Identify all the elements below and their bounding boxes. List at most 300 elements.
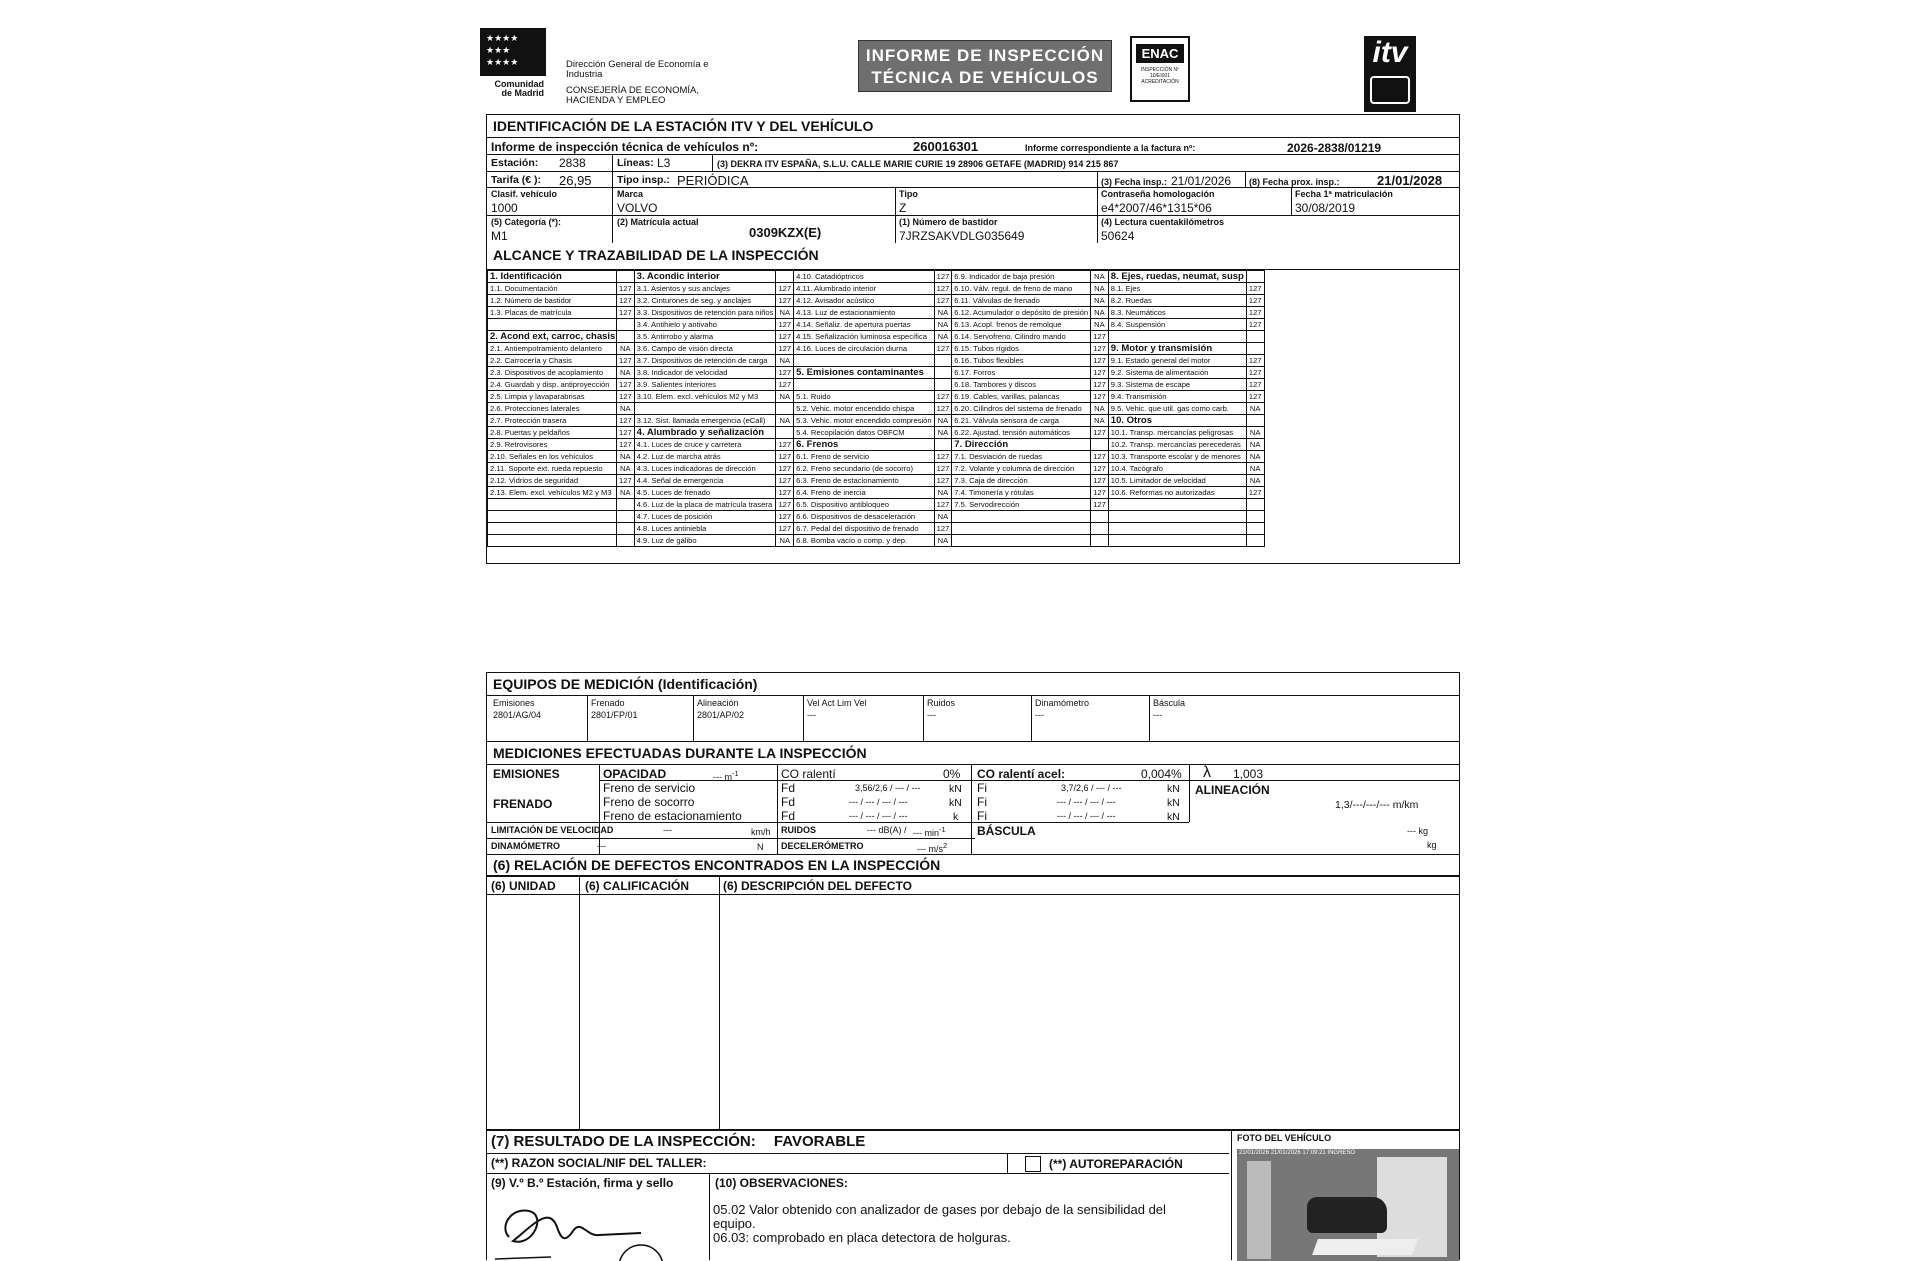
bascula-label: BÁSCULA: [977, 824, 1036, 838]
scope-item-label: 6.11. Válvulas de frenado: [952, 295, 1091, 307]
scope-item-label: 2.5. Limpia y lavaparabrisas: [488, 391, 617, 403]
factura-number: 2026-2838/01219: [1287, 141, 1382, 155]
scope-item-label: 2.13. Elem. excl. vehículos M2 y M3: [488, 487, 617, 499]
co-ralenti-acel-value: 0,004%: [1141, 767, 1182, 781]
photo-door: [1247, 1161, 1271, 1259]
scope-item-label: 6.8. Bomba vacío o comp. y dep.: [794, 535, 935, 547]
scope-item-result: [1091, 511, 1109, 523]
fd-servicio-value: 3,56/2,6 / --- / ---: [855, 783, 921, 793]
equipo-divider: [587, 695, 588, 741]
equipo-value: 2801/FP/01: [591, 710, 638, 720]
scope-row: [488, 415, 1265, 427]
scope-item-label: [1108, 535, 1246, 547]
scope-item-label: 5. Emisiones contaminantes: [794, 367, 935, 379]
scope-item-result: 127: [776, 523, 794, 535]
homolog-label: Contraseña homologación: [1101, 189, 1215, 199]
scope-item-label: 10. Otros: [1108, 415, 1246, 427]
autoreparacion-checkbox[interactable]: [1025, 1156, 1041, 1172]
fd-socorro-value: --- / --- / --- / ---: [849, 797, 908, 807]
scope-item-label: 3.4. Antihielo y antivaho: [634, 319, 776, 331]
tarifa-label: Tarifa (€ ):: [491, 174, 541, 186]
scope-item-result: NA: [617, 463, 635, 475]
opacidad-value: --- $m^{-1}$: [713, 769, 739, 782]
scope-item-result: NA: [934, 511, 952, 523]
scope-item-result: 127: [617, 427, 635, 439]
scope-item-result: NA: [617, 343, 635, 355]
scope-item-result: 127: [934, 343, 952, 355]
scope-item-result: 127: [617, 391, 635, 403]
scope-item-result: 127: [776, 379, 794, 391]
scope-item-label: 2.3. Dispositivos de acoplamiento: [488, 367, 617, 379]
fd-label-2: Fd: [781, 795, 796, 809]
scope-item-label: 6.12. Acumulador o depósito de presión: [952, 307, 1091, 319]
scope-row: [488, 283, 1265, 295]
observaciones-label: (10) OBSERVACIONES:: [715, 1176, 848, 1190]
fi-label-1: Fi: [977, 781, 987, 795]
mediciones-section: [486, 742, 1460, 876]
scope-item-label: 10.4. Tacógrafo: [1108, 463, 1246, 475]
scope-item-label: 4.16. Luces de circulación diurna: [794, 343, 935, 355]
scope-item-label: 4.1. Luces de cruce y carretera: [634, 439, 776, 451]
scope-item-result: NA: [934, 331, 952, 343]
scope-item-result: NA: [1246, 439, 1264, 451]
scope-item-result: 127: [1091, 379, 1109, 391]
resultado-value: FAVORABLE: [773, 1133, 866, 1150]
scope-item-result: 127: [934, 475, 952, 487]
scope-item-label: [634, 403, 776, 415]
scope-item-label: 2.4. Guardab y disp. antiproyección: [488, 379, 617, 391]
fecha-prox-value: 21/01/2028: [1377, 173, 1443, 188]
scope-item-result: NA: [1246, 463, 1264, 475]
vb-label: (9) V.º B.º Estación, firma y sello: [491, 1176, 674, 1190]
scope-item-label: 4.8. Luces antiniebla: [634, 523, 776, 535]
identification-section: [486, 114, 1460, 270]
scope-item-label: 2.10. Señales en los vehículos: [488, 451, 617, 463]
fi-servicio-value: 3,7/2,6 / --- / ---: [1061, 783, 1122, 793]
defectos-col-calificacion: (6) CALIFICACIÓN: [585, 879, 689, 893]
matricula-value: 0309KZX(E): [749, 225, 822, 240]
scope-item-result: 127: [1246, 355, 1264, 367]
emisiones-label: EMISIONES: [493, 767, 560, 781]
equipo-label: Emisiones: [493, 698, 535, 708]
foto-label: FOTO DEL VEHÍCULO: [1237, 1133, 1332, 1143]
alineacion-value: 1,3/---/---/--- m/km: [1335, 799, 1419, 811]
scope-item-label: 10.2. Transp. mercancías perecederas: [1108, 439, 1246, 451]
scope-item-label: 4.5. Luces de frenado: [634, 487, 776, 499]
identification-title: IDENTIFICACIÓN DE LA ESTACIÓN ITV Y DEL VEHÍCULO: [493, 118, 874, 134]
scope-item-label: [488, 319, 617, 331]
scope-item-label: 4.14. Señaliz. de apertura puertas: [794, 319, 935, 331]
fi-socorro-value: --- / --- / --- / ---: [1057, 797, 1116, 807]
scope-item-result: NA: [934, 535, 952, 547]
scope-item-label: 7.2. Volante y columna de dirección: [952, 463, 1091, 475]
taller-label: (**) RAZON SOCIAL/NIF DEL TALLER:: [491, 1156, 707, 1170]
equipo-label: Ruidos: [927, 698, 956, 708]
scope-item-label: 3.10. Elem. excl. vehículos M2 y M3: [634, 391, 776, 403]
scope-item-result: 127: [1246, 307, 1264, 319]
scope-item-result: NA: [934, 427, 952, 439]
ruidos-label: RUIDOS: [781, 825, 817, 835]
limitacion-value: ---: [663, 825, 672, 835]
scope-item-result: 127: [617, 415, 635, 427]
scope-item-label: 2.8. Puertas y peldaños: [488, 427, 617, 439]
scope-item-label: 1. Identificación: [488, 271, 617, 283]
scope-item-result: [617, 271, 635, 283]
scope-item-label: 5.3. Vehic. motor encendido compresión: [794, 415, 935, 427]
scope-row: [488, 343, 1265, 355]
scope-item-result: 127: [776, 283, 794, 295]
scope-item-result: [617, 499, 635, 511]
scope-row: [488, 487, 1265, 499]
scope-row: [488, 451, 1265, 463]
scope-item-label: 4.2. Luz de marcha atrás: [634, 451, 776, 463]
opacidad-label: OPACIDAD: [603, 767, 667, 781]
scope-item-label: 3.9. Salientes interiores: [634, 379, 776, 391]
scope-item-result: NA: [934, 319, 952, 331]
fecha-insp-value: 21/01/2026: [1171, 174, 1232, 188]
kn-unit-5: kN: [1167, 811, 1180, 823]
scope-item-label: 8.3. Neumáticos: [1108, 307, 1246, 319]
scope-row: [488, 307, 1265, 319]
scope-item-label: [794, 355, 935, 367]
categoria-value: M1: [491, 229, 508, 243]
scope-item-result: [1246, 511, 1264, 523]
scope-item-result: 127: [1091, 463, 1109, 475]
tipo-label: Tipo: [899, 189, 918, 199]
scope-item-label: 6.18. Tambores y discos: [952, 379, 1091, 391]
scope-item-result: 127: [1246, 319, 1264, 331]
equipo-label: Báscula: [1153, 698, 1186, 708]
scope-item-label: [1108, 523, 1246, 535]
scope-item-label: 3.8. Indicador de velocidad: [634, 367, 776, 379]
tarifa-value: 26,95: [559, 173, 592, 188]
fecha-insp-label: (3) Fecha insp.:: [1101, 177, 1168, 187]
fecha-matric-value: 30/08/2019: [1295, 201, 1356, 215]
k-unit: k: [953, 811, 959, 823]
dinamometro-label: DINAMÓMETRO: [491, 841, 560, 851]
scope-row: [488, 511, 1265, 523]
scope-item-result: 127: [617, 307, 635, 319]
clasif-label: Clasif. vehículo: [491, 189, 558, 199]
scope-item-result: 127: [1091, 475, 1109, 487]
decelerometro-label: DECELERÓMETRO: [781, 841, 864, 851]
scope-item-label: 3.7. Dispositivos de retención de carga: [634, 355, 776, 367]
defectos-title: (6) RELACIÓN DE DEFECTOS ENCONTRADOS EN LA INSPECCIÓN: [493, 857, 941, 873]
scope-item-label: 5.2. Vehic. motor encendido chispa: [794, 403, 935, 415]
scope-item-result: [617, 523, 635, 535]
scope-row: [488, 271, 1265, 283]
scope-item-label: 7.3. Caja de dirección: [952, 475, 1091, 487]
defectos-col-descripcion: (6) DESCRIPCIÓN DEL DEFECTO: [723, 879, 912, 893]
scope-item-label: 7.1. Desviación de ruedas: [952, 451, 1091, 463]
direccion-label: Dirección General de Economía e Industria: [566, 59, 709, 80]
scope-item-result: 127: [776, 511, 794, 523]
scope-item-result: 127: [1246, 487, 1264, 499]
scope-item-result: 127: [1246, 295, 1264, 307]
scope-item-result: NA: [1091, 283, 1109, 295]
scope-item-label: 3.3. Dispositivos de retención para niños: [634, 307, 776, 319]
fi-label-3: Fi: [977, 809, 987, 823]
scope-item-label: 6.2. Freno secundario (de socorro): [794, 463, 935, 475]
scope-item-result: NA: [1246, 475, 1264, 487]
scope-item-result: 127: [1246, 283, 1264, 295]
scope-item-label: 7. Dirección: [952, 439, 1091, 451]
equipo-divider: [693, 695, 694, 741]
scope-item-label: 5.4. Recopilación datos OBFCM: [794, 427, 935, 439]
mediciones-title: MEDICIONES EFECTUADAS DURANTE LA INSPECCIÓN: [493, 745, 867, 761]
scope-row: [488, 379, 1265, 391]
scope-item-result: 127: [776, 499, 794, 511]
equipo-divider: [1149, 695, 1150, 741]
scope-item-label: 4.4. Señal de emergencia: [634, 475, 776, 487]
tipo-insp-value: PERIÓDICA: [677, 173, 749, 188]
scope-item-label: 10.6. Reformas no autorizadas: [1108, 487, 1246, 499]
scope-item-label: [952, 511, 1091, 523]
scope-item-result: 127: [1091, 331, 1109, 343]
scope-item-label: [488, 535, 617, 547]
scope-item-result: NA: [617, 403, 635, 415]
scope-item-result: NA: [776, 355, 794, 367]
scope-item-label: 2.9. Retrovisores: [488, 439, 617, 451]
scope-item-label: 2.1. Antiempotramiento delantero: [488, 343, 617, 355]
scope-item-label: 6.14. Servofreno. Cilindro mando: [952, 331, 1091, 343]
scope-item-result: NA: [1246, 451, 1264, 463]
lineas-label: Líneas:: [617, 157, 654, 169]
fi-label-2: Fi: [977, 795, 987, 809]
report-title: INFORME DE INSPECCIÓN TÉCNICA DE VEHÍCULOS: [858, 40, 1112, 92]
resultado-line: (7) RESULTADO DE LA INSPECCIÓN: FAVORABLE: [491, 1133, 866, 1150]
scope-row: [488, 367, 1265, 379]
scope-item-label: [794, 379, 935, 391]
scope-item-label: 6.7. Pedal del dispositivo de frenado: [794, 523, 935, 535]
factura-label: Informe correspondiente a la factura nº:: [1025, 143, 1196, 153]
scope-item-result: 127: [1246, 367, 1264, 379]
comunidad-madrid-logo: [480, 28, 548, 112]
consejeria-label: CONSEJERÍA DE ECONOMÍA, HACIENDA Y EMPLEO: [566, 85, 700, 106]
direccion-general: [566, 60, 726, 106]
scope-item-result: [1246, 415, 1264, 427]
observaciones-text: 05.02 Valor obtenido con analizador de gases por debajo de la sensibilidad del equipo. 06.03: comprobado en placa detectora de holguras.: [713, 1202, 1166, 1245]
scope-item-label: 4.15. Señalización luminosa específica: [794, 331, 935, 343]
car-silhouette-icon: [1307, 1197, 1387, 1233]
scope-item-result: 127: [1091, 391, 1109, 403]
scope-item-result: 127: [1091, 451, 1109, 463]
scope-item-label: 6.10. Válv. regul. de freno de mano: [952, 283, 1091, 295]
photo-timestamp: 21/01/2026 21/01/2026 17:09:21 INGRESO: [1239, 1150, 1356, 1156]
co-ralenti-label: CO ralentí: [781, 767, 836, 781]
equipo-divider: [803, 695, 804, 741]
scope-item-label: [1108, 499, 1246, 511]
scope-item-label: 10.5. Limitador de velocidad: [1108, 475, 1246, 487]
scope-item-label: 6.9. Indicador de baja presión: [952, 271, 1091, 283]
scope-item-label: 3.12. Sist. llamada emergencia (eCall): [634, 415, 776, 427]
equipo-divider: [923, 695, 924, 741]
station-company: (3) DEKRA ITV ESPAÑA, S.L.U. CALLE MARIE CURIE 19 28906 GETAFE (MADRID) 914 215 867: [717, 159, 1119, 169]
scope-row: [488, 499, 1265, 511]
equipo-value: ---: [1035, 710, 1044, 720]
scope-row: [488, 331, 1265, 343]
cuentakm-label: (4) Lectura cuentakilómetros: [1101, 217, 1225, 227]
scope-item-result: NA: [617, 487, 635, 499]
scope-row: [488, 295, 1265, 307]
scope-item-result: 127: [617, 475, 635, 487]
scope-item-result: 127: [617, 379, 635, 391]
categoria-label: (5) Categoría (*):: [491, 217, 562, 227]
kn-unit-4: kN: [1167, 797, 1180, 809]
defectos-col-unidad: (6) UNIDAD: [491, 879, 556, 893]
scope-item-result: 127: [776, 367, 794, 379]
scope-item-result: [776, 427, 794, 439]
scope-item-label: 8.4. Suspensión: [1108, 319, 1246, 331]
equipo-divider: [1031, 695, 1032, 741]
ruidos-value: --- dB(A) /: [867, 825, 907, 835]
scope-item-label: 6.15. Tubos rígidos: [952, 343, 1091, 355]
scope-item-label: 2.12. Vidrios de seguridad: [488, 475, 617, 487]
equipo-value: ---: [927, 710, 936, 720]
scope-item-result: [934, 355, 952, 367]
estacion-label: Estación:: [491, 157, 539, 169]
scope-item-result: NA: [617, 367, 635, 379]
autoreparacion-label: (**) AUTOREPARACIÓN: [1049, 1157, 1183, 1171]
scope-item-label: 6.19. Cables, varillas, palancas: [952, 391, 1091, 403]
scope-item-label: [952, 523, 1091, 535]
scope-item-result: 127: [617, 295, 635, 307]
scope-item-result: 127: [1246, 379, 1264, 391]
scope-item-result: 127: [934, 403, 952, 415]
equipo-value: ---: [807, 710, 816, 720]
scope-item-label: 9.1. Estado general del motor: [1108, 355, 1246, 367]
scope-item-label: 6.3. Freno de estacionamiento: [794, 475, 935, 487]
scope-item-result: 127: [934, 451, 952, 463]
freno-socorro-label: Freno de socorro: [603, 795, 695, 809]
report-header: [470, 22, 1460, 114]
scope-item-label: 4.3. Luces indicadoras de dirección: [634, 463, 776, 475]
tipo-value: Z: [899, 201, 907, 215]
scope-item-label: 4. Alumbrado y señalización: [634, 427, 776, 439]
scope-item-label: 8.2. Ruedas: [1108, 295, 1246, 307]
fd-label-3: Fd: [781, 809, 796, 823]
vehicle-photo: [1237, 1149, 1459, 1261]
kn-unit-2: kN: [949, 797, 962, 809]
scope-item-label: 2. Acond ext, carroc, chasis: [488, 331, 617, 343]
photo-ramp: [1312, 1239, 1418, 1255]
scope-row: [488, 391, 1265, 403]
scope-item-result: 127: [617, 283, 635, 295]
scope-item-result: [617, 319, 635, 331]
scope-item-label: 6.6. Dispositivos de desaceleración: [794, 511, 935, 523]
scope-item-label: 4.9. Luz de gálibo: [634, 535, 776, 547]
estacion-value: 2838: [559, 156, 586, 170]
scope-item-result: 127: [617, 439, 635, 451]
scope-item-result: NA: [776, 391, 794, 403]
scope-item-result: 127: [776, 475, 794, 487]
equipo-label: Dinamómetro: [1035, 698, 1090, 708]
scope-item-result: 127: [934, 283, 952, 295]
scope-item-result: NA: [1091, 271, 1109, 283]
scope-item-label: 6. Frenos: [794, 439, 935, 451]
scope-item-result: 127: [776, 319, 794, 331]
fd-label-1: Fd: [781, 781, 796, 795]
stars-flag-icon: ★★★★ ★★★ ★★★★: [480, 28, 546, 76]
scope-item-label: 6.22. Ajustad. tensión automáticos: [952, 427, 1091, 439]
scope-row: [488, 523, 1265, 535]
scope-item-label: 6.13. Acopl. frenos de remolque: [952, 319, 1091, 331]
equipo-label: Alineación: [697, 698, 739, 708]
co-ralenti-value: 0%: [943, 767, 961, 781]
scope-item-result: [1091, 439, 1109, 451]
scope-item-result: [776, 403, 794, 415]
scope-item-result: NA: [1091, 295, 1109, 307]
bastidor-value: 7JRZSAKVDLG035649: [899, 229, 1025, 243]
scope-item-label: 2.7. Protección trasera: [488, 415, 617, 427]
marca-value: VOLVO: [617, 201, 658, 215]
equipos-section: [486, 672, 1460, 742]
scope-item-result: 127: [1091, 487, 1109, 499]
kmh-unit: km/h: [751, 827, 771, 837]
scope-item-label: 1.3. Placas de matrícula: [488, 307, 617, 319]
scope-item-result: NA: [617, 451, 635, 463]
scope-item-result: [617, 331, 635, 343]
bascula-value-2: kg: [1427, 840, 1437, 850]
scope-row: [488, 463, 1265, 475]
lambda-value: 1,003: [1233, 767, 1264, 781]
scope-item-result: NA: [776, 535, 794, 547]
n-unit: N: [757, 842, 764, 852]
scope-item-label: 3.6. Campo de visión directa: [634, 343, 776, 355]
scope-item-label: 4.11. Alumbrado interior: [794, 283, 935, 295]
scope-item-result: 127: [934, 463, 952, 475]
scope-row: [488, 439, 1265, 451]
scope-item-result: 127: [776, 295, 794, 307]
scope-item-label: 9.4. Transmisión: [1108, 391, 1246, 403]
scope-item-result: 127: [1091, 355, 1109, 367]
scope-item-result: 127: [1091, 427, 1109, 439]
scope-item-label: 6.20. Cilindros del sistema de frenado: [952, 403, 1091, 415]
cuentakm-value: 50624: [1101, 229, 1135, 243]
freno-servicio-label: Freno de servicio: [603, 781, 696, 795]
fi-estac-value: --- / --- / --- / ---: [1057, 811, 1116, 821]
scope-item-result: 127: [1091, 343, 1109, 355]
scope-item-label: 9.2. Sistema de alimentación: [1108, 367, 1246, 379]
scope-row: [488, 355, 1265, 367]
scope-item-label: [1108, 511, 1246, 523]
scope-item-result: 127: [1246, 391, 1264, 403]
scope-row: [488, 475, 1265, 487]
scope-item-label: [952, 535, 1091, 547]
scope-item-label: 9.5. Vehic. que util. gas como carb.: [1108, 403, 1246, 415]
scope-item-label: 8.1. Ejes: [1108, 283, 1246, 295]
scope-item-label: 7.5. Servodirección: [952, 499, 1091, 511]
scope-item-result: 127: [1091, 499, 1109, 511]
scope-title: ALCANCE Y TRAZABILIDAD DE LA INSPECCIÓN: [493, 247, 819, 263]
tipo-insp-label: Tipo insp.:: [617, 174, 670, 186]
homolog-value: e4*2007/46*1315*06: [1101, 201, 1212, 215]
scope-item-label: 2.6. Protecciones laterales: [488, 403, 617, 415]
scope-item-result: [1246, 499, 1264, 511]
scope-item-result: [1246, 523, 1264, 535]
scope-item-result: NA: [1246, 403, 1264, 415]
scope-item-result: [1091, 535, 1109, 547]
scope-item-result: 127: [934, 523, 952, 535]
scope-item-result: 127: [1091, 367, 1109, 379]
scope-item-label: 2.2. Carrocería y Chasis: [488, 355, 617, 367]
scope-item-result: 127: [776, 451, 794, 463]
dinamometro-value: ---: [597, 841, 606, 851]
scope-item-result: 127: [934, 271, 952, 283]
scope-item-label: 4.10. Catadióptricos: [794, 271, 935, 283]
scope-item-label: 4.7. Luces de posición: [634, 511, 776, 523]
scope-item-label: 6.5. Dispositivo antibloqueo: [794, 499, 935, 511]
